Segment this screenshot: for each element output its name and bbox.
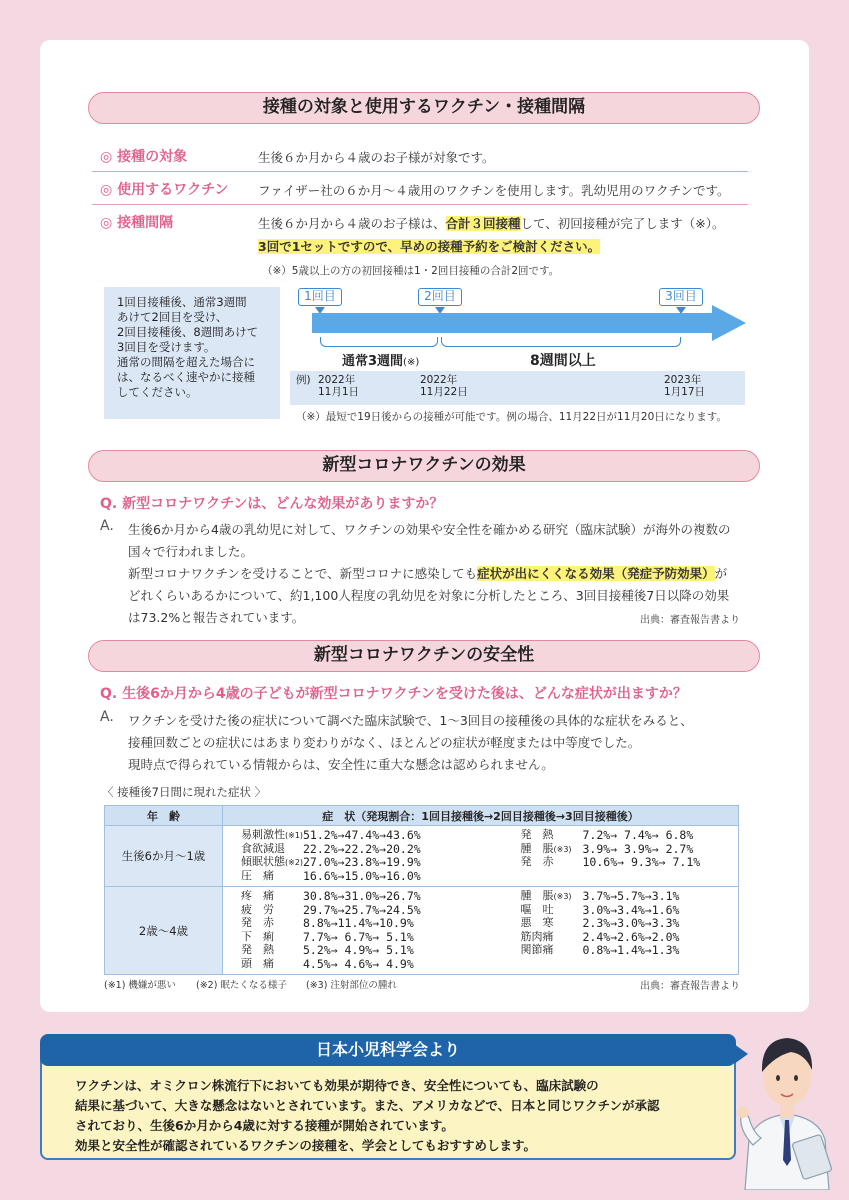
- symptom-value: 7.2%→ 7.4%→ 6.8%: [582, 828, 694, 842]
- label-vaccine: ◎ 使用するワクチン: [100, 182, 229, 198]
- symptom-row: [241, 843, 491, 857]
- dose-1-label: 1回目: [298, 288, 342, 306]
- symptom-row: [241, 917, 491, 931]
- symptom-name: 発 熱: [520, 828, 554, 841]
- symptom-value: 8.8%→11.4%→10.9%: [303, 916, 414, 930]
- jps-line: ワクチンは、オミクロン株流行下においても効果が期待でき、安全性についても、臨床試験の: [75, 1078, 599, 1093]
- symptom-value: 29.7%→25.7%→24.5%: [303, 902, 421, 917]
- symptom-name: 易刺激性(※1): [241, 828, 304, 841]
- symptom-col: [491, 887, 739, 975]
- answer-line: 現時点で得られている情報からは、安全性に重大な懸念は認められません。: [128, 757, 554, 772]
- symptom-row: [521, 904, 739, 918]
- source-effect: 出典：審査報告書より: [640, 615, 740, 626]
- note-5yo: （※）5歳以上の方の初回接種は1・2回目接種の合計2回です。: [262, 265, 560, 277]
- answer-line: ワクチンを受けた後の症状について調べた臨床試験で、1〜3回目の接種後の具体的な症状をみると、: [128, 713, 693, 728]
- symptom-col: [223, 887, 491, 975]
- symptom-value: 7.7%→ 6.7%→ 5.1%: [303, 929, 414, 944]
- symptom-name: 悪 寒: [520, 916, 554, 929]
- table-caption: 〈 接種後7日間に現れた症状 〉: [102, 785, 267, 799]
- jps-line: 結果に基づいて、大きな懸念はないとされています。また、アメリカなどで、日本と同じワクチンが承認: [75, 1098, 660, 1113]
- footnote-2: (※2) 眠たくなる様子: [196, 980, 287, 991]
- symptom-row: [521, 917, 739, 931]
- symptom-row: [241, 890, 491, 904]
- symptom-name: 腫 脹(※3): [520, 841, 572, 855]
- answer-line: 新型コロナワクチンを受けることで、新型コロナに感染しても症状が出にくくなる効果（発症予防効果）が: [128, 566, 728, 581]
- symptom-name: 疲 労: [241, 902, 274, 916]
- divider: [92, 204, 748, 205]
- brace-period-1: [320, 337, 438, 347]
- symptom-name: 頭 痛: [241, 956, 274, 970]
- symptom-value: 2.4%→2.6%→2.0%: [582, 929, 680, 944]
- timeline-arrow: [312, 313, 712, 333]
- period-1: 通常3週間(※): [342, 354, 420, 369]
- symptom-col: [491, 826, 739, 887]
- jps-line: されており、生後6か月から4歳に対する接種が開始されています。: [75, 1118, 454, 1133]
- date-3: 2023年 1月17日: [664, 374, 706, 398]
- timeline-arrow-head: [712, 305, 746, 341]
- brace-period-2: [441, 337, 681, 347]
- footnote-3: (※3) 注射部位の腫れ: [306, 980, 397, 991]
- symptom-row: [521, 843, 739, 857]
- section-title-effect: 新型コロナワクチンの効果: [88, 450, 760, 482]
- symptom-row: [521, 931, 739, 945]
- symptom-name: 発 赤: [520, 855, 554, 868]
- symptom-name: 関節痛: [520, 943, 554, 956]
- symptom-value: 27.0%→23.8%→19.9%: [303, 855, 421, 869]
- symptom-table: [104, 805, 739, 975]
- question-safety: Q. 生後6か月から4歳の子どもが新型コロナワクチンを受けた後は、どんな症状が出ますか？: [100, 686, 687, 702]
- answer-line: は73.2%と報告されています。: [128, 610, 305, 625]
- answer-line: 接種回数ごとの症状にはあまり変わりがなく、ほとんどの症状が軽度または中等度でした。: [128, 735, 641, 750]
- footnote-1: (※1) 機嫌が悪い: [104, 980, 176, 991]
- section-title-vaccination: 接種の対象と使用するワクチン・接種間隔: [88, 92, 760, 124]
- dose-2-label: 2回目: [418, 288, 462, 306]
- symptom-row: [241, 829, 491, 843]
- label-target: ◎ 接種の対象: [100, 149, 188, 165]
- booking-advice: 3回で1セットですので、早めの接種予約をご検討ください。: [258, 239, 601, 254]
- symptom-value: 0.8%→1.4%→1.3%: [582, 943, 680, 957]
- interval-explanation-box: 1回目接種後、通常3週間 あけて2回目を受け、 2回目接種後、8週間あけて 3回目を受けます。 通常の間隔を超えた場合に は、なるべく速やかに接種 してください。: [104, 287, 280, 419]
- symptom-name: 嘔 吐: [520, 902, 554, 916]
- symptom-row: [241, 944, 491, 958]
- symptom-name: 傾眠状態(※2): [241, 855, 304, 868]
- answer-mark: A.: [100, 709, 114, 725]
- answer-line: 生後6か月から4歳の乳幼児に対して、ワクチンの効果や安全性を確かめる研究（臨床試験）が海外の複数の: [128, 522, 731, 537]
- symptom-row: [241, 870, 491, 884]
- highlight-3-doses: 合計３回接種: [445, 216, 521, 231]
- symptom-value: 16.6%→15.0%→16.0%: [303, 868, 421, 883]
- dose-3-label: 3回目: [659, 288, 703, 306]
- answer-line: 国々で行われました。: [128, 544, 254, 559]
- symptom-name: 下 痢: [241, 929, 274, 943]
- symptom-row: [521, 890, 739, 904]
- symptom-row: [521, 829, 739, 843]
- symptom-value: 22.2%→22.2%→20.2%: [303, 841, 421, 856]
- symptom-row: [241, 958, 491, 972]
- age-cell: 生後6か月〜1歳: [105, 826, 223, 887]
- date-2: 2022年 11月22日: [420, 374, 468, 398]
- jps-line: 効果と安全性が確認されているワクチンの接種を、学会としてもおすすめします。: [75, 1138, 537, 1153]
- header-age: 年 齢: [105, 806, 223, 826]
- source-safety: 出典：審査報告書より: [640, 981, 740, 992]
- table-row: [105, 887, 739, 975]
- symptom-value: 30.8%→31.0%→26.7%: [303, 889, 421, 903]
- doctor-illustration: [735, 1020, 840, 1190]
- symptom-value: 3.9%→ 3.9%→ 2.7%: [582, 841, 694, 856]
- period-2: 8週間以上: [530, 353, 596, 369]
- symptom-row: [241, 931, 491, 945]
- symptom-row: [521, 944, 739, 958]
- section-title-safety: 新型コロナワクチンの安全性: [88, 640, 760, 672]
- jps-title: 日本小児科学会より: [40, 1034, 736, 1066]
- symptom-value: 3.7%→5.7%→3.1%: [582, 889, 680, 903]
- table-row: [105, 826, 739, 887]
- answer-line: どれくらいあるかについて、約1,100人程度の乳幼児を対象に分析したところ、3回目接種後7日以降の効果: [128, 588, 730, 603]
- symptom-name: 疼 痛: [241, 889, 274, 902]
- symptom-name: 発 赤: [241, 916, 274, 929]
- symptom-row: [521, 856, 739, 870]
- symptom-row: [241, 904, 491, 918]
- symptom-name: 発 熱: [241, 943, 274, 956]
- timeline-footnote: （※）最短で19日後からの接種が可能です。例の場合、11月22日が11月20日になります。: [296, 411, 727, 423]
- text-interval: 生後６か月から４歳のお子様は、合計３回接種して、初回接種が完了します（※）。: [258, 216, 725, 231]
- date-1: 2022年 11月1日: [318, 374, 360, 398]
- symptom-value: 10.6%→ 9.3%→ 7.1%: [582, 855, 701, 869]
- symptom-name: 筋肉痛: [520, 929, 554, 943]
- symptom-name: 食欲減退: [241, 841, 285, 855]
- divider: [92, 171, 748, 172]
- label-interval: ◎ 接種間隔: [100, 215, 174, 231]
- symptom-value: 4.5%→ 4.6%→ 4.9%: [303, 956, 414, 971]
- age-cell: 2歳〜4歳: [105, 887, 223, 975]
- example-label: 例): [296, 374, 311, 386]
- symptom-col: [223, 826, 491, 887]
- symptom-name: 圧 痛: [241, 868, 274, 882]
- text-target: 生後６か月から４歳のお子様が対象です。: [258, 150, 495, 165]
- symptom-value: 3.0%→3.4%→1.6%: [582, 902, 680, 917]
- question-effect: Q. 新型コロナワクチンは、どんな効果がありますか？: [100, 496, 444, 512]
- symptom-row: [241, 856, 491, 870]
- answer-mark: A.: [100, 518, 114, 534]
- symptom-value: 5.2%→ 4.9%→ 5.1%: [303, 943, 414, 957]
- symptom-value: 2.3%→3.0%→3.3%: [582, 916, 680, 930]
- text-vaccine: ファイザー社の６か月〜４歳用のワクチンを使用します。乳幼児用のワクチンです。: [258, 183, 730, 198]
- header-symptoms: 症 状（発現割合：1回目接種後→2回目接種後→3回目接種後）: [223, 806, 739, 826]
- highlight-prevention: 症状が出にくくなる効果（発症予防効果）: [477, 566, 715, 581]
- symptom-value: 51.2%→47.4%→43.6%: [303, 828, 421, 842]
- symptom-name: 腫 脹(※3): [520, 889, 572, 902]
